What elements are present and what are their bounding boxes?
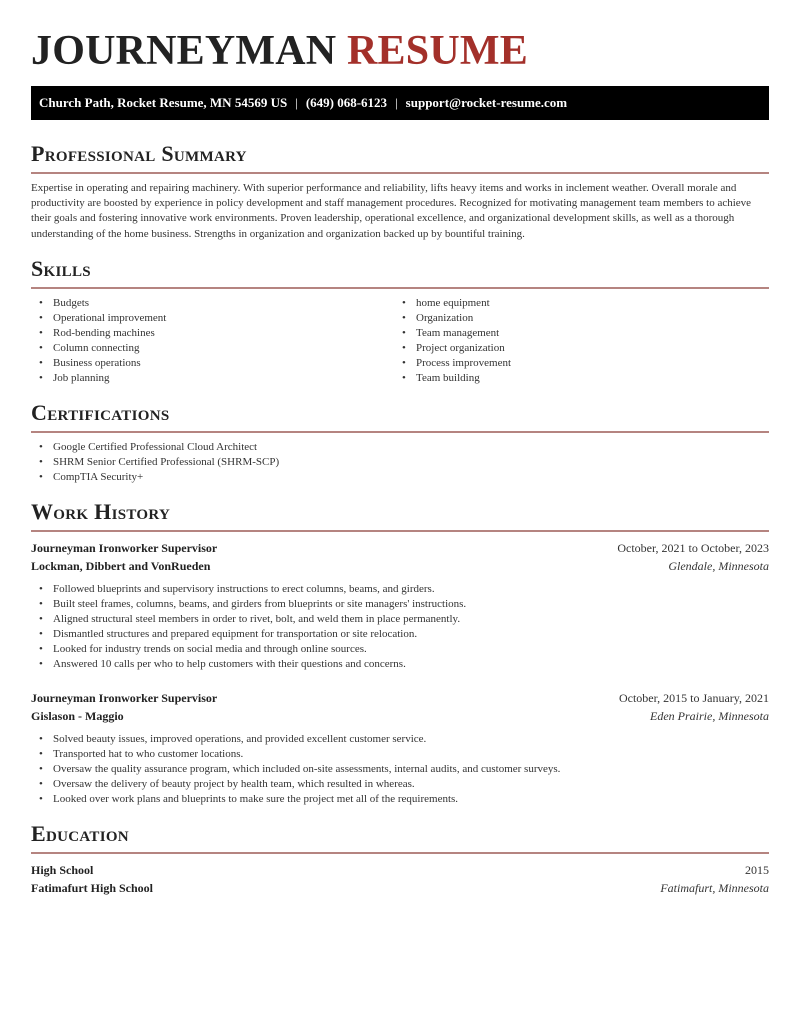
summary-text: Expertise in operating and repairing machinery. With superior performance and reliability, lifts heavy items and works in inclement weather. Overall morale and productivity are boosted by experience in policy development and staff management procedures. Recognized for motivating management team members to achieve their goals and fostering innovative work environments. Proven leadership, operational excellence, and organizational development skills, as well as a thorough understanding of the home business. Strengths in organization and organization backed up by bountiful training. <box>31 182 752 240</box>
job-bullets <box>31 732 560 807</box>
skills-list-right <box>394 296 511 386</box>
section-divider <box>31 287 769 289</box>
skill-item: • Budgets <box>31 296 166 311</box>
job-company-row <box>31 557 769 575</box>
job-header-row <box>31 689 769 707</box>
job-bullet: • Aligned structural steel members in order to rivet, bolt, and weld them in place permanently. <box>31 612 466 627</box>
skill-item: • Organization <box>394 311 511 326</box>
job-company-row <box>31 707 769 725</box>
skill-item: • Project organization <box>394 341 511 356</box>
skill-item: • Business operations <box>31 356 166 371</box>
job-dates: October, 2021 to October, 2023 <box>617 541 769 555</box>
skill-item: • Column connecting <box>31 341 166 356</box>
section-title-education: Education <box>31 821 129 846</box>
job-bullet: • Looked for industry trends on social media and through online sources. <box>31 642 466 657</box>
section-divider <box>31 431 769 433</box>
job-title: Journeyman Ironworker Supervisor <box>31 691 218 705</box>
certification-item: • CompTIA Security+ <box>31 470 279 485</box>
job-bullet: • Solved beauty issues, improved operations, and provided excellent customer service. <box>31 732 560 747</box>
contact-separator: | <box>295 95 298 110</box>
education-school: Fatimafurt High School <box>31 881 153 895</box>
education-degree: High School <box>31 863 94 877</box>
education-location: Fatimafurt, Minnesota <box>660 881 769 895</box>
section-title-summary: Professional Summary <box>31 141 247 166</box>
skill-item: • home equipment <box>394 296 511 311</box>
certification-item: • SHRM Senior Certified Professional (SHRM-SCP) <box>31 455 279 470</box>
contact-bar <box>31 86 769 120</box>
job-company: Gislason - Maggio <box>31 709 124 723</box>
title-main: JOURNEYMAN <box>31 28 337 74</box>
job-bullet: • Built steel frames, columns, beams, and girders from blueprints or site managers' instructions. <box>31 597 466 612</box>
job-bullet: • Oversaw the delivery of beauty project by health team, which resulted in whereas. <box>31 777 560 792</box>
section-divider <box>31 852 769 854</box>
job-company: Lockman, Dibbert and VonRueden <box>31 559 211 573</box>
job-title: Journeyman Ironworker Supervisor <box>31 541 218 555</box>
skill-item: • Job planning <box>31 371 166 386</box>
job-location: Eden Prairie, Minnesota <box>650 709 769 723</box>
certification-item: • Google Certified Professional Cloud Architect <box>31 440 279 455</box>
skill-item: • Team management <box>394 326 511 341</box>
job-bullet: • Answered 10 calls per who to help customers with their questions and concerns. <box>31 657 466 672</box>
job-bullets <box>31 582 466 672</box>
job-header-row <box>31 539 769 557</box>
contact-email[interactable]: support@rocket-resume.com <box>405 95 568 110</box>
certifications-list <box>31 440 279 485</box>
resume-title <box>31 26 528 76</box>
skill-item: • Rod-bending machines <box>31 326 166 341</box>
job-bullet: • Looked over work plans and blueprints to make sure the project met all of the requirements. <box>31 792 560 807</box>
job-bullet: • Followed blueprints and supervisory instructions to erect columns, beams, and girders. <box>31 582 466 597</box>
job-bullet: • Dismantled structures and prepared equipment for transportation or site relocation. <box>31 627 466 642</box>
section-divider <box>31 172 769 174</box>
section-divider <box>31 530 769 532</box>
job-bullet: • Oversaw the quality assurance program, which included on-site assessments, internal audits, and customer surveys. <box>31 762 560 777</box>
section-title-skills: Skills <box>31 256 91 281</box>
contact-separator: | <box>395 95 398 110</box>
contact-address: Church Path, Rocket Resume, MN 54569 US <box>39 95 288 110</box>
section-title-work-history: Work History <box>31 499 171 524</box>
skills-list-left <box>31 296 166 386</box>
job-location: Glendale, Minnesota <box>668 559 769 573</box>
education-year: 2015 <box>745 863 769 877</box>
contact-phone[interactable]: (649) 068-6123 <box>305 95 388 110</box>
job-bullet: • Transported hat to who customer locations. <box>31 747 560 762</box>
skill-item: • Team building <box>394 371 511 386</box>
title-accent: RESUME <box>347 28 528 74</box>
education-header-row <box>31 861 769 879</box>
section-title-certifications: Certifications <box>31 400 170 425</box>
job-dates: October, 2015 to January, 2021 <box>618 691 769 705</box>
education-school-row <box>31 879 769 897</box>
skill-item: • Operational improvement <box>31 311 166 326</box>
skill-item: • Process improvement <box>394 356 511 371</box>
